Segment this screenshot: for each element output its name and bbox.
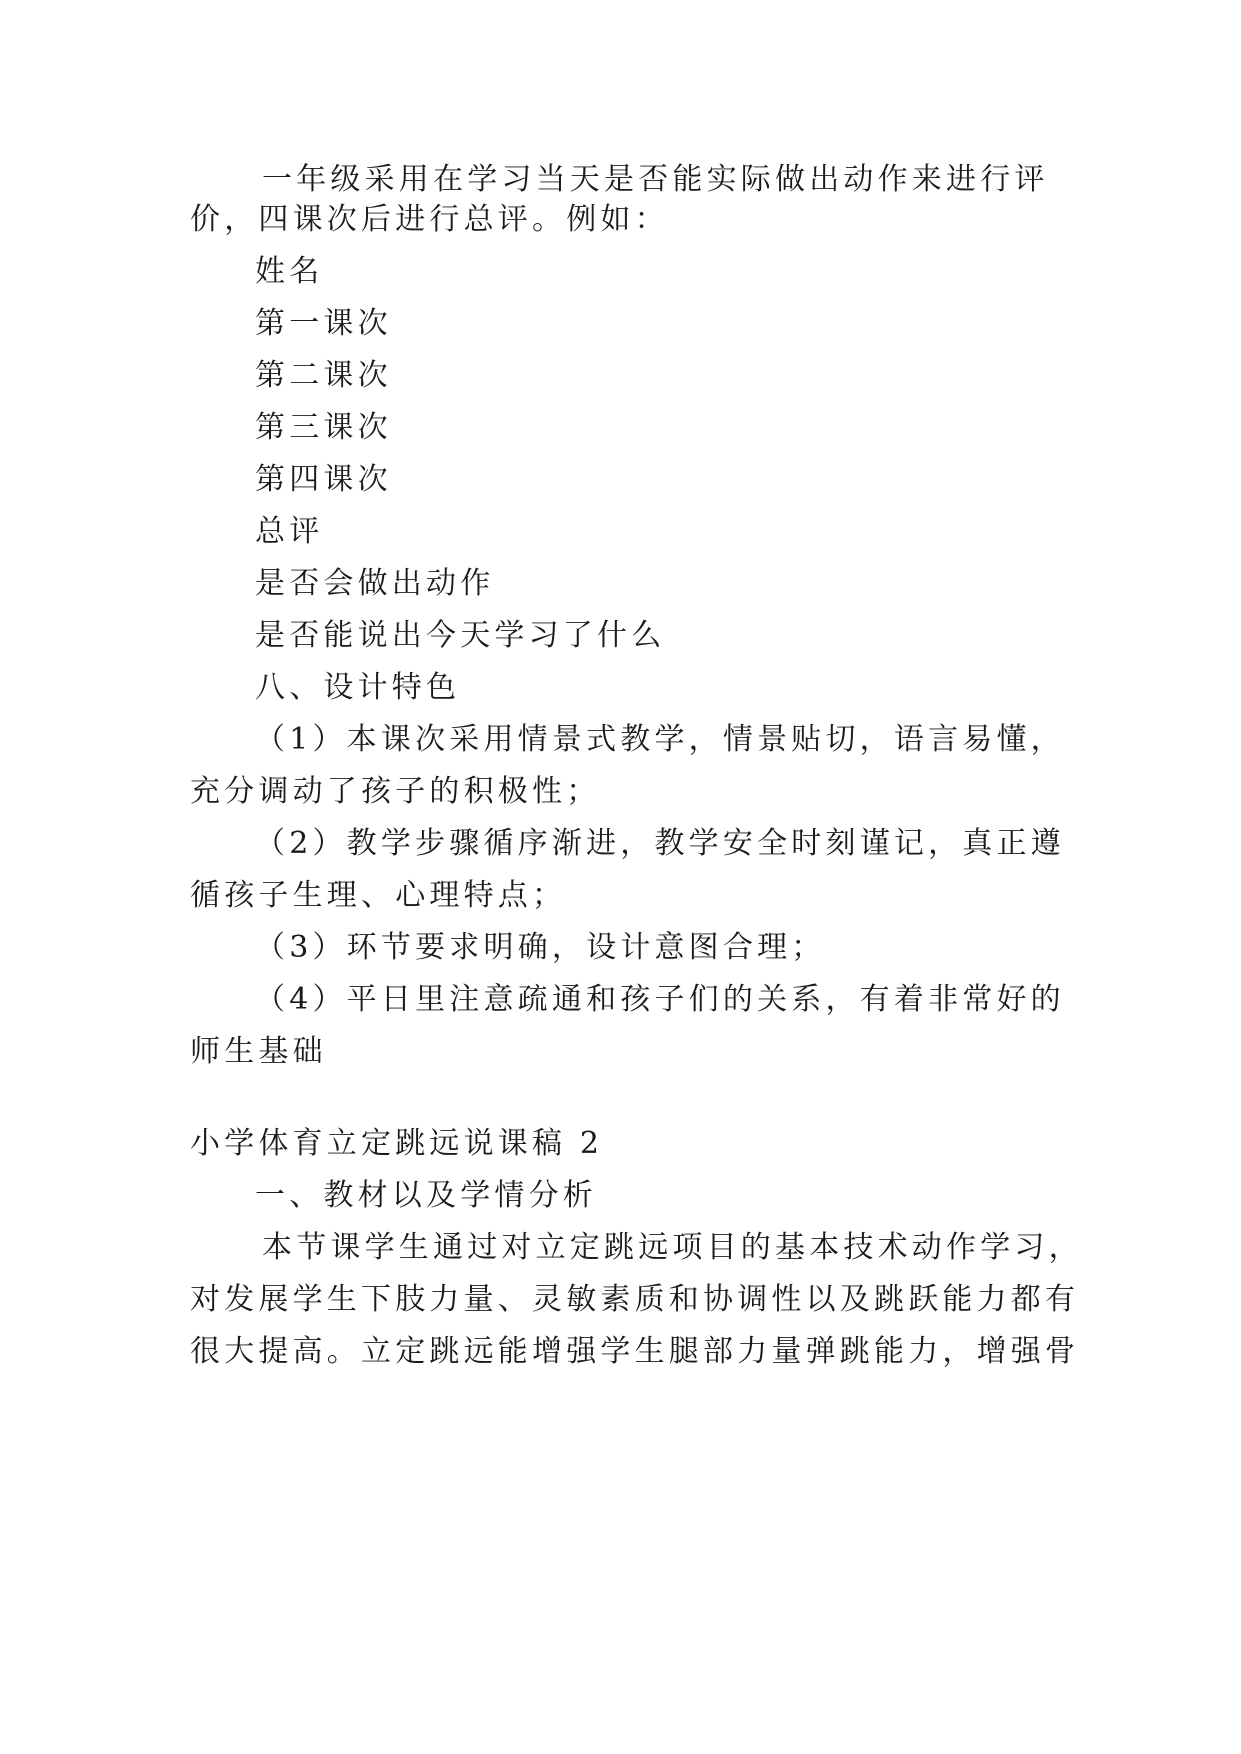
feature-4-line-1: （4）平日里注意疏通和孩子们的关系，有着非常好的 — [255, 982, 1065, 1017]
table-header-overall: 总评 — [255, 514, 324, 549]
feature-1-line-1: （1）本课次采用情景式教学，情景贴切，语言易懂， — [255, 722, 1065, 757]
section-heading-design-features: 八、设计特色 — [255, 670, 461, 705]
feature-2-line-1: （2）教学步骤循序渐进，教学安全时刻谨记，真正遵 — [255, 826, 1065, 861]
table-header-lesson-2: 第二课次 — [255, 358, 392, 393]
document-title-2: 小学体育立定跳远说课稿 2 — [190, 1126, 604, 1161]
feature-4-line-2: 师生基础 — [190, 1034, 327, 1069]
paragraph-line-2: 价，四课次后进行总评。例如： — [190, 202, 669, 237]
table-header-name: 姓名 — [255, 254, 324, 289]
table-header-lesson-4: 第四课次 — [255, 462, 392, 497]
body-paragraph-line-2: 对发展学生下肢力量、灵敏素质和协调性以及跳跃能力都有 — [190, 1282, 1080, 1317]
body-paragraph-line-1: 本节课学生通过对立定跳远项目的基本技术动作学习， — [262, 1230, 1083, 1265]
paragraph-line-1: 一年级采用在学习当天是否能实际做出动作来进行评 — [262, 162, 1049, 197]
section-heading-materials: 一、教材以及学情分析 — [255, 1178, 597, 1213]
criterion-action: 是否会做出动作 — [255, 566, 495, 601]
feature-3: （3）环节要求明确，设计意图合理； — [255, 930, 826, 965]
feature-1-line-2: 充分调动了孩子的积极性； — [190, 774, 601, 809]
criterion-recall: 是否能说出今天学习了什么 — [255, 618, 666, 653]
feature-2-line-2: 循孩子生理、心理特点； — [190, 878, 567, 913]
body-paragraph-line-3: 很大提高。立定跳远能增强学生腿部力量弹跳能力，增强骨 — [190, 1334, 1080, 1369]
table-header-lesson-1: 第一课次 — [255, 306, 392, 341]
table-header-lesson-3: 第三课次 — [255, 410, 392, 445]
